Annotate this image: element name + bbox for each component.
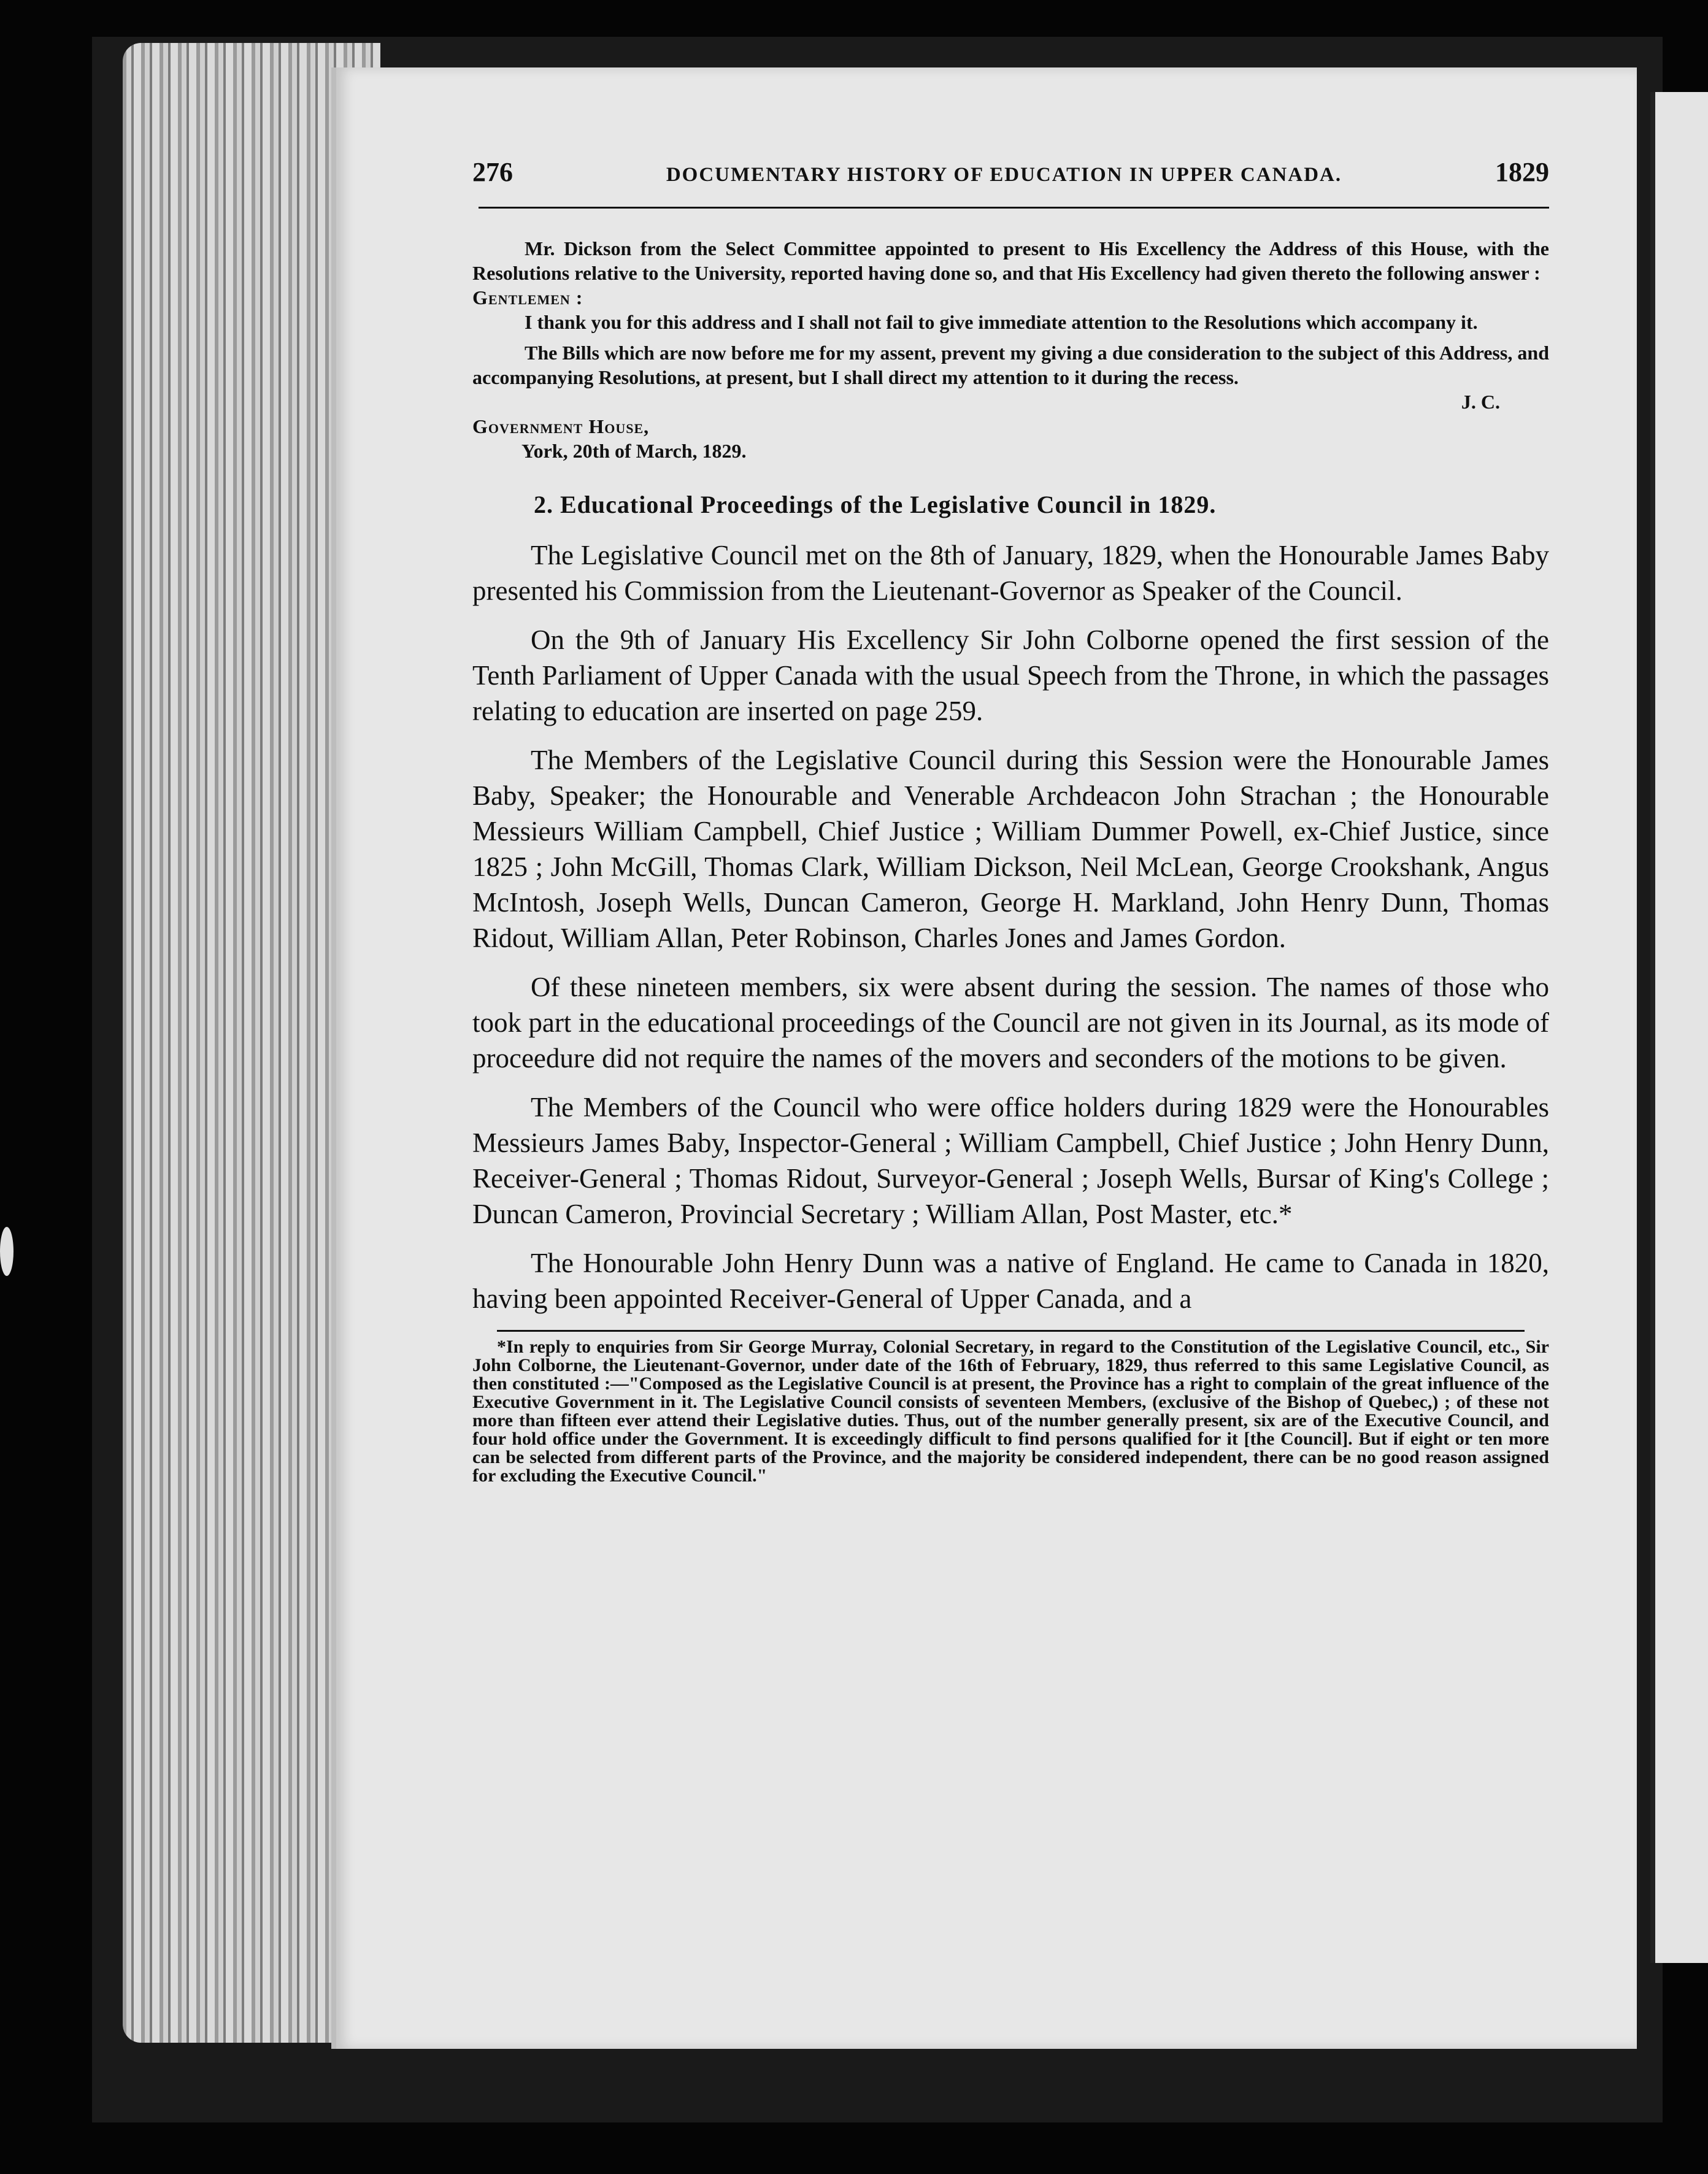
scan-artifact (0, 1227, 13, 1276)
body-paragraph: The Legislative Council met on the 8th of January, 1829, when the Honourable James Baby presented his Commission from the Lieutenant-Governor as Speaker of the Council. (472, 540, 1549, 606)
body-paragraph: On the 9th of January His Excellency Sir John Colborne opened the first session of the Tenth Parliament of Upper Canada with the usual Speech from the Throne, in which the passages relating to education are inserted on page 259. (472, 624, 1549, 726)
running-title: DOCUMENTARY HISTORY OF EDUCATION IN UPPER CANADA. (666, 164, 1342, 186)
section-heading: 2. Educational Proceedings of the Legislative Council in 1829. (534, 491, 1217, 518)
footnote-rule (497, 1330, 1525, 1332)
intro-paragraph: Mr. Dickson from the Select Committee appointed to present to His Excellency the Address of this House, with the Resolutions relative to the University, reported having done so, and that His Excellency had given thereto the following answer : (472, 237, 1549, 284)
reply-block (472, 236, 1549, 463)
reply-paragraph: The Bills which are now before me for my assent, prevent my giving a due consideration to the subject of this Address, and accompanying Resolutions, at present, but I shall direct my attention to it during the recess. (472, 342, 1549, 388)
facing-page-edge (1650, 92, 1708, 1963)
signature: J. C. (1461, 391, 1500, 413)
gutter-line (1650, 92, 1655, 1963)
footnote: *In reply to enquiries from Sir George Murray, Colonial Secretary, in regard to the Constitution of the Legislative Council, etc., Sir John Colborne, the Lieutenant-Governor, under date of the 16th of February, 1829, thus referred to this same Legislative Council, as then constituted :—"Composed as the Legislative Council is at present, the Province has a right to complain of the great influence of the Executive Government in it. The Legislative Council consists of seventeen Members, (exclusive of the Bishop of Quebec,) ; of these not more than fifteen ever attend their Legislative duties. Thus, out of the number generally present, six are of the Executive Council, and four hold office under the Government. It is exceedingly difficult to find persons qualified for it [the Council]. But if eight or ten more can be selected from different parts of the Province, and the majority be considered independent, there can be no good reason assigned for excluding the Executive Council." (472, 1337, 1549, 1486)
place-line: Government House, (472, 415, 650, 437)
date-line: York, 20th of March, 1829. (521, 440, 747, 462)
running-header (472, 156, 1549, 199)
body-paragraph: The Members of the Council who were office holders during 1829 were the Honourables Messieurs James Baby, Inspector-General ; William Campbell, Chief Justice ; John Henry Dunn, Receiver-General ; Thomas Ridout, Surveyor-General ; Joseph Wells, Bursar of King's College ; Duncan Cameron, Provincial Secretary ; William Allan, Post Master, etc.* (472, 1092, 1549, 1229)
reply-paragraph: I thank you for this address and I shall not fail to give immediate attention to the Resolutions which accompany it. (525, 311, 1478, 333)
body-text (472, 537, 1549, 1316)
page-content (472, 156, 1549, 1485)
body-paragraph: The Members of the Legislative Council during this Session were the Honourable James Baby, Speaker; the Honourable and Venerable Archdeacon John Strachan ; the Honourable Messieurs William Campbell, Chief Justice ; William Dummer Powell, ex-Chief Justice, since 1825 ; John McGill, Thomas Clark, William Dickson, Neil McLean, George Crookshank, Angus McIntosh, Joseph Wells, Duncan Cameron, George H. Markland, John Henry Dunn, Thomas Ridout, William Allan, Peter Robinson, Charles Jones and James Gordon. (472, 745, 1549, 953)
header-year: 1829 (1494, 157, 1549, 187)
body-paragraph: The Honourable John Henry Dunn was a native of England. He came to Canada in 1820, having been appointed Receiver-General of Upper Canada, and a (472, 1248, 1549, 1314)
header-rule (479, 207, 1549, 209)
page-number: 276 (472, 157, 513, 187)
body-paragraph: Of these nineteen members, six were absent during the session. The names of those who took part in the educational proceedings of the Council are not given in its Journal, as its mode of proceedure did not require the names of the movers and seconders of the motions to be given. (472, 972, 1549, 1074)
salutation: Gentlemen : (472, 286, 583, 309)
